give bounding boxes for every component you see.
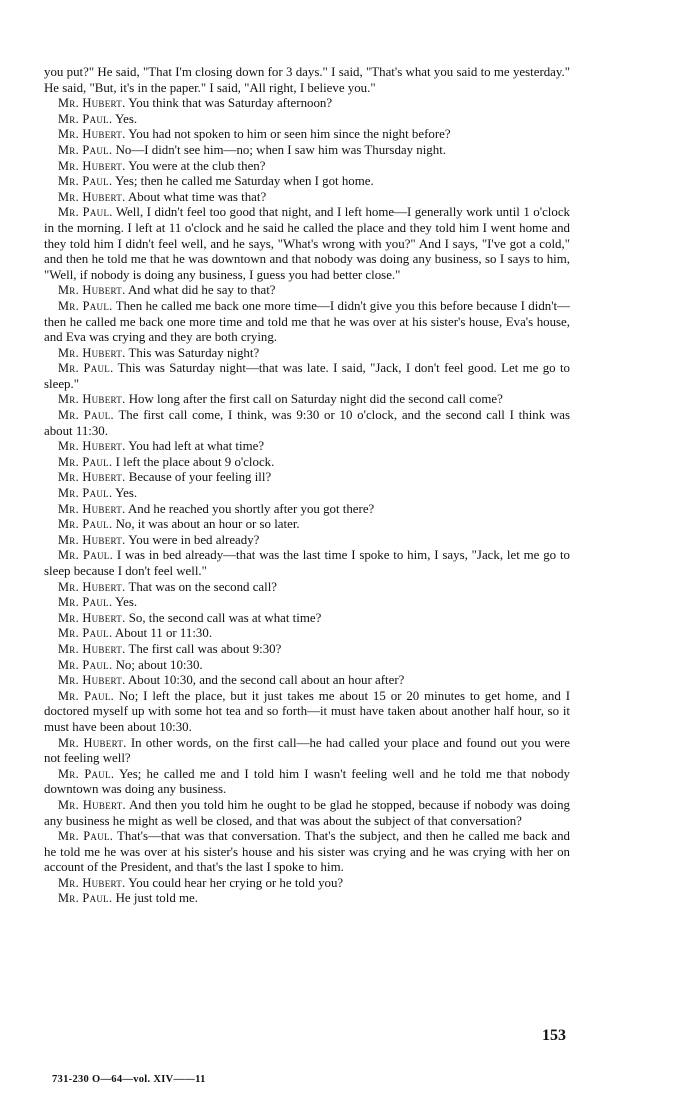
transcript-body xyxy=(44,65,570,907)
paragraph-text: He just told me. xyxy=(115,891,198,906)
speaker-label: Mr. Paul. xyxy=(58,361,114,376)
speaker-label: Mr. Hubert. xyxy=(58,283,126,298)
paragraph-text: Yes; he called me and I told him I wasn't feeling well and he told me that nobody downtown was doing any business. xyxy=(44,766,570,797)
paragraph-text: Yes; then he called me Saturday when I got home. xyxy=(115,174,374,189)
speaker-label: Mr. Paul. xyxy=(58,829,114,844)
paragraph-text: About what time was that? xyxy=(128,189,267,204)
testimony-paragraph xyxy=(44,548,570,579)
testimony-paragraph xyxy=(44,767,570,798)
paragraph-text: Yes. xyxy=(115,595,138,610)
testimony-paragraph xyxy=(44,143,570,159)
testimony-paragraph xyxy=(44,392,570,408)
speaker-label: Mr. Hubert. xyxy=(58,470,126,485)
speaker-label: Mr. Hubert. xyxy=(58,392,126,407)
paragraph-text: Because of your feeling ill? xyxy=(128,470,272,485)
testimony-paragraph xyxy=(44,299,570,346)
printing-office-code: 731-230 O—64—vol. XIV——11 xyxy=(52,1074,206,1085)
testimony-paragraph xyxy=(44,112,570,128)
speaker-label: Mr. Hubert. xyxy=(58,439,126,454)
paragraph-text: And he reached you shortly after you got there? xyxy=(128,501,375,516)
testimony-paragraph xyxy=(44,595,570,611)
speaker-label: Mr. Paul. xyxy=(58,548,113,563)
testimony-paragraph xyxy=(44,283,570,299)
testimony-paragraph xyxy=(44,174,570,190)
paragraph-text: No; about 10:30. xyxy=(115,657,203,672)
speaker-label: Mr. Hubert. xyxy=(58,610,126,625)
testimony-paragraph xyxy=(44,127,570,143)
speaker-label: Mr. Hubert. xyxy=(58,127,126,142)
speaker-label: Mr. Hubert. xyxy=(58,641,126,656)
paragraph-text: No; I left the place, but it just takes me about 15 or 20 minutes to get home, and I doctored myself up with some hot tea and so forth—it must have taken about another half hour, so it must have been about 10:30. xyxy=(44,688,570,734)
testimony-paragraph xyxy=(44,190,570,206)
testimony-paragraph xyxy=(44,736,570,767)
testimony-paragraph xyxy=(44,673,570,689)
testimony-paragraph xyxy=(44,891,570,907)
continuation-paragraph xyxy=(44,65,570,96)
speaker-label: Mr. Paul. xyxy=(58,688,115,703)
paragraph-text: That was on the second call? xyxy=(128,579,278,594)
paragraph-text: The first call come, I think, was 9:30 or 10 o'clock, and the second call I think was about 11:30. xyxy=(44,408,570,438)
speaker-label: Mr. Hubert. xyxy=(58,345,126,360)
testimony-paragraph xyxy=(44,829,570,876)
testimony-paragraph xyxy=(44,658,570,674)
speaker-label: Mr. Paul. xyxy=(58,517,113,532)
speaker-label: Mr. Paul. xyxy=(58,657,113,672)
testimony-paragraph xyxy=(44,502,570,518)
paragraph-text: And what did he say to that? xyxy=(128,283,276,298)
paragraph-text: This was Saturday night? xyxy=(128,345,260,360)
testimony-paragraph xyxy=(44,361,570,392)
paragraph-text: You had left at what time? xyxy=(128,439,265,454)
speaker-label: Mr. Hubert. xyxy=(58,532,126,547)
testimony-paragraph xyxy=(44,346,570,362)
testimony-paragraph xyxy=(44,689,570,736)
speaker-label: Mr. Paul. xyxy=(58,174,113,189)
testimony-paragraph xyxy=(44,486,570,502)
speaker-label: Mr. Hubert. xyxy=(58,579,126,594)
paragraph-text: You think that was Saturday afternoon? xyxy=(128,96,333,111)
paragraph-text: And then you told him he ought to be glad he stopped, because if nobody was doing any business he might as well be closed, and that was about the subject of that conversation? xyxy=(44,797,570,828)
testimony-paragraph xyxy=(44,798,570,829)
testimony-paragraph xyxy=(44,470,570,486)
testimony-paragraph xyxy=(44,205,570,283)
speaker-label: Mr. Hubert. xyxy=(58,96,126,111)
paragraph-text: The first call was about 9:30? xyxy=(128,641,282,656)
testimony-paragraph xyxy=(44,517,570,533)
testimony-paragraph xyxy=(44,408,570,439)
speaker-label: Mr. Hubert. xyxy=(58,673,126,688)
paragraph-text: That's—that was that conversation. That's the subject, and then he called me back and he told me he was over at his sister's house and his sister was crying and he was crying with her on account of the President, and that's the last I spoke to him. xyxy=(44,829,570,875)
paragraph-text: How long after the first call on Saturday night did the second call come? xyxy=(128,392,503,407)
paragraph-text: About 11 or 11:30. xyxy=(114,626,213,641)
testimony-paragraph xyxy=(44,611,570,627)
testimony-paragraph xyxy=(44,96,570,112)
testimony-paragraph xyxy=(44,876,570,892)
paragraph-text: No—I didn't see him—no; when I saw him was Thursday night. xyxy=(115,142,447,157)
speaker-label: Mr. Hubert. xyxy=(58,797,126,812)
paragraph-text: you put?" He said, "That I'm closing down for 3 days." I said, "That's what you said to me yesterday." He said, "But, it's in the paper." I said, "All right, I believe you." xyxy=(44,65,570,95)
paragraph-text: No, it was about an hour or so later. xyxy=(115,517,300,532)
testimony-paragraph xyxy=(44,533,570,549)
speaker-label: Mr. Hubert. xyxy=(58,735,127,750)
paragraph-text: I was in bed already—that was the last time I spoke to him, I says, "Jack, let me go to sleep because I don't feel well." xyxy=(44,548,570,578)
speaker-label: Mr. Paul. xyxy=(58,766,115,781)
speaker-label: Mr. Hubert. xyxy=(58,189,126,204)
paragraph-text: Then he called me back one more time—I didn't give you this before because I didn't—then he called me back one more time and told me that he was over at his sister's house, Eva's house, and Eva was crying and they are both crying. xyxy=(44,298,571,345)
testimony-paragraph xyxy=(44,455,570,471)
paragraph-text: Well, I didn't feel too good that night, and I left home—I generally work until 1 o'clock in the morning. I left at 11 o'clock and he said he called the place and they told him I went home and they told him I didn't feel well, and he says, "What's wrong with you?" And I says, "I've got a cold," and then he told me that he was downtown and that nobody was doing any business, so I says to him, "Well, if nobody is doing any business, I guess you had better close." xyxy=(44,205,570,282)
paragraph-text: Yes. xyxy=(115,486,138,501)
testimony-paragraph xyxy=(44,439,570,455)
paragraph-text: You had not spoken to him or seen him since the night before? xyxy=(128,127,451,142)
paragraph-text: This was Saturday night—that was late. I said, "Jack, I don't feel good. Let me go to sleep." xyxy=(44,361,570,391)
page-number: 153 xyxy=(542,1027,566,1044)
speaker-label: Mr. Paul. xyxy=(58,626,113,641)
paragraph-text: Yes. xyxy=(115,111,138,126)
paragraph-text: I left the place about 9 o'clock. xyxy=(115,454,275,469)
testimony-paragraph xyxy=(44,580,570,596)
speaker-label: Mr. Paul. xyxy=(58,891,113,906)
speaker-label: Mr. Paul. xyxy=(58,408,114,423)
paragraph-text: So, the second call was at what time? xyxy=(128,610,322,625)
paragraph-text: In other words, on the first call—he had called your place and found out you were not feeling well? xyxy=(44,735,570,766)
paragraph-text: You were in bed already? xyxy=(128,532,260,547)
speaker-label: Mr. Hubert. xyxy=(58,501,126,516)
testimony-paragraph xyxy=(44,159,570,175)
speaker-label: Mr. Hubert. xyxy=(58,158,126,173)
speaker-label: Mr. Hubert. xyxy=(58,875,126,890)
testimony-paragraph xyxy=(44,642,570,658)
speaker-label: Mr. Paul. xyxy=(58,486,113,501)
paragraph-text: You were at the club then? xyxy=(128,158,266,173)
speaker-label: Mr. Paul. xyxy=(58,595,113,610)
speaker-label: Mr. Paul. xyxy=(58,111,113,126)
paragraph-text: You could hear her crying or he told you? xyxy=(128,875,344,890)
speaker-label: Mr. Paul. xyxy=(58,142,113,157)
speaker-label: Mr. Paul. xyxy=(58,205,113,220)
paragraph-text: About 10:30, and the second call about an hour after? xyxy=(128,673,405,688)
testimony-paragraph xyxy=(44,626,570,642)
speaker-label: Mr. Paul. xyxy=(58,298,113,313)
speaker-label: Mr. Paul. xyxy=(58,454,113,469)
